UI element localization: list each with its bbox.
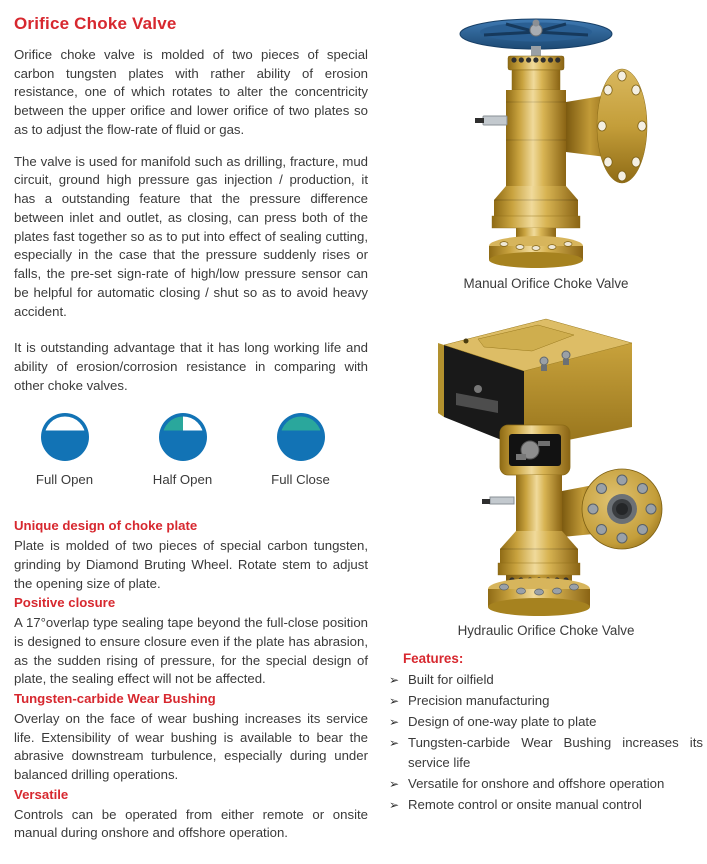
state-full-close [250, 411, 351, 487]
intro-paragraph-1: Orifice choke valve is molded of two pieces of special carbon tungsten plates with rather ability of erosion resistance, one of which rotates to alter the concentricity between the upper orifice and lower orifice of two plates so as to adjust the flow-rate of fluid or gas. [14, 47, 368, 137]
bottom-flange [489, 236, 583, 268]
arrow-bullet-icon: ➢ [389, 673, 400, 687]
valve-state-icons-row [14, 411, 368, 487]
side-fitting [482, 497, 514, 504]
state-full-open [14, 411, 115, 487]
pie-full-close-icon [275, 411, 327, 463]
list-item [389, 712, 703, 733]
hydraulic-valve-caption: Hydraulic Orifice Choke Valve [457, 623, 635, 638]
section-body-wear-bushing: Overlay on the face of wear bushing increases its service life. Extensibility of wear bushing is available to bear the abrasive downstream turbulence, especially during under balanced drilling operations. [14, 710, 368, 783]
intro-paragraph-3: It is outstanding advantage that it has long working life and ability of erosion/corrosion resistance in comparing with other choke valves. [14, 340, 368, 393]
hydraulic-valve-figure [385, 309, 707, 638]
section-body-versatile: Controls can be operated from either remote or onsite manual during onshore and offshore operation. [14, 806, 368, 841]
state-label-full-open: Full Open [35, 472, 94, 488]
arrow-bullet-icon: ➢ [389, 693, 400, 708]
manual-valve-image [436, 10, 656, 268]
features-title: Features: [403, 651, 464, 666]
handwheel [460, 19, 612, 49]
feature-text: Precision manufacturing [408, 692, 550, 708]
feature-text: Tungsten-carbide Wear Bushing increases its service life [408, 734, 703, 771]
linkage-window [500, 425, 570, 475]
outlet-flange [582, 469, 662, 549]
side-fitting [475, 116, 507, 125]
arrow-bullet-icon: ➢ [389, 714, 400, 729]
outlet-flange [597, 69, 647, 183]
gland-nut [508, 56, 564, 70]
lower-bell [494, 186, 578, 216]
right-column [385, 0, 707, 816]
list-item [389, 774, 703, 795]
list-item [389, 670, 703, 691]
section-heading-versatile: Versatile [14, 786, 69, 802]
section-heading-unique-design: Unique design of choke plate [14, 518, 198, 534]
feature-text: Built for oilfield [408, 672, 494, 687]
manual-valve-figure [385, 10, 707, 291]
left-column [14, 14, 368, 844]
bonnet [512, 70, 560, 90]
arrow-bullet-icon: ➢ [389, 735, 400, 750]
features-block [385, 651, 707, 816]
list-item [389, 795, 703, 816]
intro-paragraph-2: The valve is used for manifold such as drilling, fracture, mud circuit, ground high pressure gas injection / production, it has a outstanding feature that the pressure difference between inlet and outlet, as closing, can press both of the plates fast together so as to put into effect of sealing cutting, especially in the case that the pressure suddenly rises or falls, the pre-set sign-rate of high/low pressure sensor can be helpful for automatic closing / shut so as to avoid heavy accident. [14, 153, 368, 319]
arrow-bullet-icon: ➢ [389, 777, 400, 792]
state-label-half-open: Half Open [152, 472, 213, 488]
feature-text: Remote control or onsite manual control [408, 797, 642, 813]
pie-half-open-icon [157, 411, 209, 463]
section-body-unique-design: Plate is molded of two pieces of special carbon tungsten, grinding by Diamond Bruting Wheel. Rotate stem to adjust the opening size of plate. [14, 538, 368, 591]
arrow-bullet-icon: ➢ [389, 798, 400, 813]
state-label-full-close: Full Close [271, 472, 330, 488]
list-item [389, 691, 703, 712]
feature-text: Design of one-way plate to plate [408, 713, 597, 729]
page-title: Orifice Choke Valve [14, 14, 177, 33]
manual-valve-caption: Manual Orifice Choke Valve [463, 276, 629, 291]
section-heading-wear-bushing: Tungsten-carbide Wear Bushing [14, 691, 216, 707]
section-body-positive-closure: A 17°overlap type sealing tape beyond the full-close position is designed to ensure closure even if the plate has abrasion, as the sudden rising of pressure, for the special design of plate, the sealing effect will not be affected. [14, 615, 368, 687]
section-heading-positive-closure: Positive closure [14, 595, 116, 611]
bottom-flange [488, 578, 590, 616]
list-item [389, 733, 703, 775]
feature-sections [14, 517, 368, 842]
feature-text: Versatile for onshore and offshore operation [408, 776, 665, 792]
pie-full-open-icon [39, 411, 91, 463]
valve-body [506, 90, 566, 186]
hydraulic-valve-body [516, 475, 562, 531]
hydraulic-valve-image [426, 309, 666, 619]
state-half-open [132, 411, 233, 487]
